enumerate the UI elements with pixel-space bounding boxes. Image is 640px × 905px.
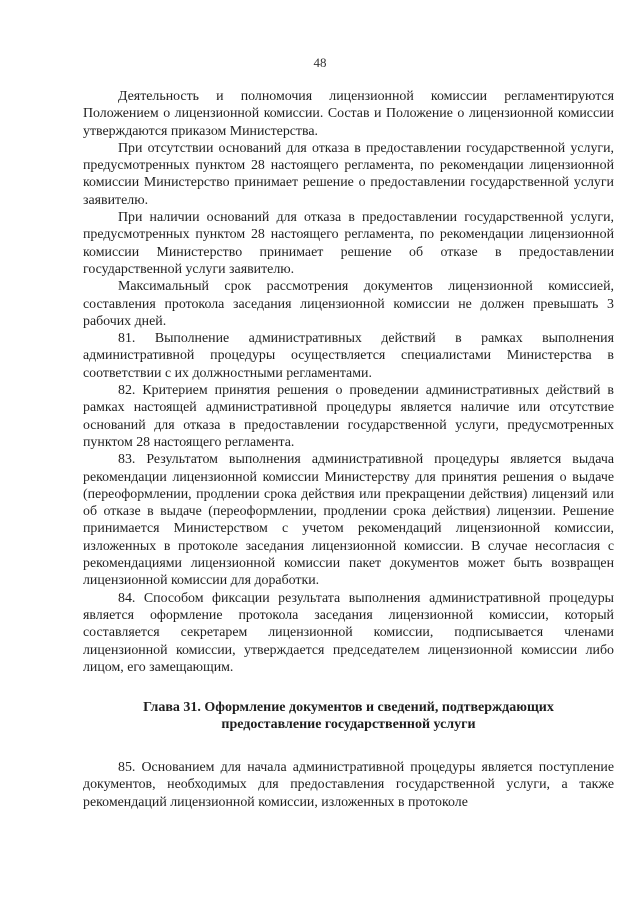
chapter-heading (83, 699, 614, 733)
paragraph: Деятельность и полномочия лицензионной комиссии регламентируются Положением о лицензионной комиссии. Состав и Положение о лицензионной комиссии утверждаются приказом Министерства. (83, 89, 614, 139)
document-body (83, 88, 614, 811)
paragraph-81: 81. Выполнение административных действий в рамках выполнения административной процедуры осуществляется специалистами Министерства в соответствии с их должностными регламентами. (83, 331, 614, 381)
paragraph-83: 83. Результатом выполнения административной процедуры является выдача рекомендации лицензионной комиссии Министерству для принятия решения о выдаче (переоформлении, продлении срока действия или прекращении действия) лицензий или об отказе в выдаче (переоформлении, продлении срока действия) лицензии. Решение принимается Министерством с учетом рекомендаций лицензионной комиссии, изложенных в протоколе заседания лицензионной комиссии. В случае несогласия с рекомендациями лицензионной комиссии пакет документов может быть возвращен лицензионной комиссии для доработки. (83, 452, 614, 589)
paragraph-85: 85. Основанием для начала административной процедуры является поступление документов, необходимых для предоставления государственной услуги, а также рекомендаций лицензионной комиссии, изложенных в протоколе (83, 760, 614, 810)
paragraph-84: 84. Способом фиксации результата выполнения административной процедуры является оформление протокола заседания лицензионной комиссии, который составляется секретарем лицензионной комиссии, подписывается членами лицензионной комиссии, утверждается председателем лицензионной комиссии либо лицом, его замещающим. (83, 590, 614, 675)
paragraph: Максимальный срок рассмотрения документов лицензионной комиссией, составления протокола заседания лицензионной комиссии не должен превышать 3 рабочих дней. (83, 279, 614, 329)
chapter-title-line-2: предоставление государственной услуги (221, 717, 476, 733)
page-number: 48 (313, 55, 327, 70)
paragraph-82: 82. Критерием принятия решения о проведении административных действий в рамках настоящей административной процедуры является наличие или отсутствие оснований для отказа в предоставлении государственной услуги, предусмотренных пунктом 28 настоящего регламента. (83, 383, 614, 450)
paragraph: При наличии оснований для отказа в предоставлении государственной услуги, предусмотренных пунктом 28 настоящего регламента, по рекомендации лицензионной комиссии Министерство принимает решение об отказе в предоставлении государственной услуги заявителю. (83, 210, 614, 277)
chapter-title-line-1: Глава 31. Оформление документов и сведений, подтверждающих (143, 700, 554, 716)
paragraph: При отсутствии оснований для отказа в предоставлении государственной услуги, предусмотренных пунктом 28 настоящего регламента, по рекомендации лицензионной комиссии Министерство принимает решение о предоставлении государственной услуги заявителю. (83, 140, 614, 208)
